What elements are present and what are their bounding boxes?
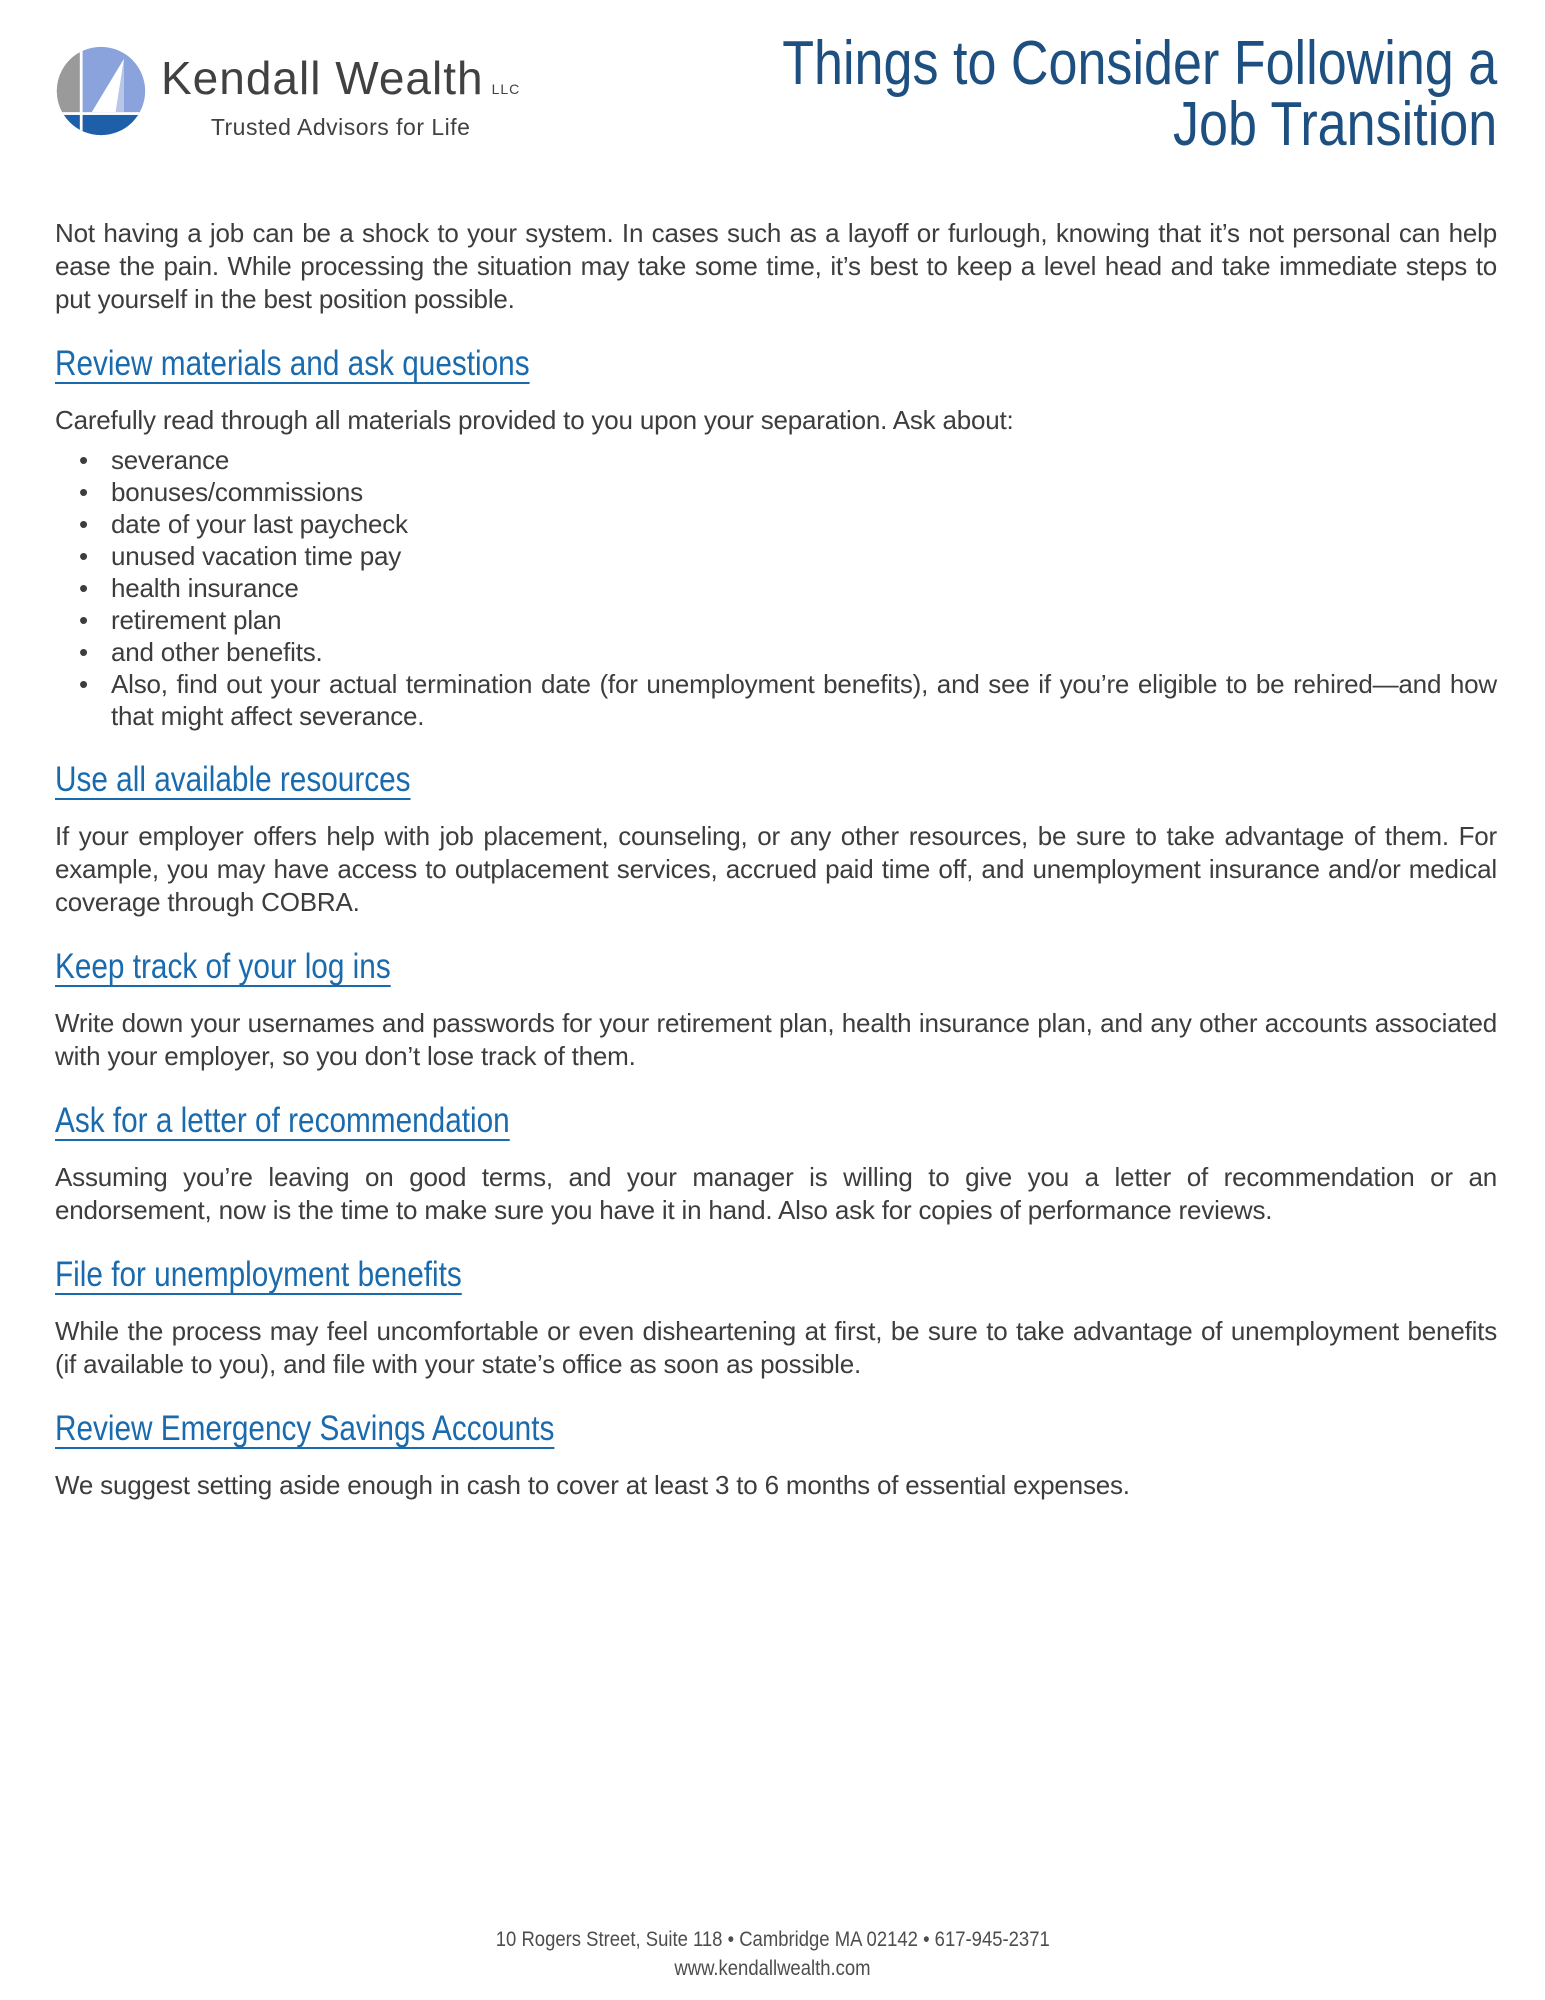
section-heading-review-materials: Review materials and ask questions bbox=[55, 344, 530, 383]
list-item: • severance bbox=[103, 444, 1497, 476]
list-item: • retirement plan bbox=[103, 604, 1497, 636]
page-title-line2: Job Transition bbox=[1172, 90, 1497, 159]
page-header bbox=[55, 29, 1497, 159]
brand-tagline: Trusted Advisors for Life bbox=[210, 114, 471, 140]
list-item: • date of your last paycheck bbox=[103, 508, 1497, 540]
section-heading-log-ins: Keep track of your log ins bbox=[55, 947, 391, 986]
brand-name: Kendall Wealth bbox=[161, 52, 484, 104]
section-heading-unemployment: File for unemployment benefits bbox=[55, 1255, 462, 1294]
section-body-review-materials: Carefully read through all materials provided to you upon your separation. Ask about: bbox=[55, 405, 1014, 435]
list-item: • health insurance bbox=[103, 572, 1497, 604]
section-heading-use-resources: Use all available resources bbox=[55, 760, 411, 799]
separation-items-list bbox=[55, 444, 1497, 732]
section-body-log-ins: Write down your usernames and passwords for your retirement plan, health insurance plan, and any other accounts associated with your employer, so you don’t lose track of them. bbox=[55, 1008, 1497, 1071]
footer-address-line: 10 Rogers Street, Suite 118 • Cambridge MA 02142 • 617-945-2371 bbox=[495, 1928, 1050, 1951]
intro-paragraph: Not having a job can be a shock to your system. In cases such as a layoff or furlough, knowing that it’s not personal can help ease the pain. While processing the situation may take some time, it’s best to keep a level head and take immediate steps to put yourself in the best position possible. bbox=[55, 218, 1497, 314]
list-item: • unused vacation time pay bbox=[103, 540, 1497, 572]
page-title-line1: Things to Consider Following a bbox=[781, 29, 1497, 98]
sailboat-logo-icon bbox=[55, 45, 147, 137]
section-heading-recommendation: Ask for a letter of recommendation bbox=[55, 1101, 510, 1140]
section-heading-emergency-savings: Review Emergency Savings Accounts bbox=[55, 1409, 555, 1448]
list-item: • and other benefits. bbox=[103, 636, 1497, 668]
document-body bbox=[55, 217, 1497, 1502]
footer-website: www.kendallwealth.com bbox=[674, 1957, 871, 1980]
list-item: • Also, find out your actual termination date (for unemployment benefits), and see if you’re eligible to be rehired—and how that might affect severance. bbox=[103, 668, 1497, 732]
section-body-emergency-savings: We suggest setting aside enough in cash to cover at least 3 to 6 months of essential expenses. bbox=[55, 1470, 1130, 1500]
page-title bbox=[781, 29, 1497, 159]
section-body-recommendation: Assuming you’re leaving on good terms, and your manager is willing to give you a letter of recommendation or an endorsement, now is the time to make sure you have it in hand. Also ask for copies of performance reviews. bbox=[55, 1162, 1497, 1225]
brand-suffix: LLC bbox=[491, 81, 521, 97]
brand-block bbox=[55, 33, 520, 141]
section-body-use-resources: If your employer offers help with job placement, counseling, or any other resources, be sure to take advantage of them. For example, you may have access to outplacement services, accrued paid time off, and unemployment insurance and/or medical coverage through COBRA. bbox=[55, 821, 1497, 917]
section-body-unemployment: While the process may feel uncomfortable or even disheartening at first, be sure to take advantage of unemployment benefits (if available to you), and file with your state’s office as soon as possible. bbox=[55, 1316, 1497, 1379]
brand-text bbox=[161, 45, 520, 141]
list-item: • bonuses/commissions bbox=[103, 476, 1497, 508]
page-footer bbox=[0, 1926, 1545, 1984]
